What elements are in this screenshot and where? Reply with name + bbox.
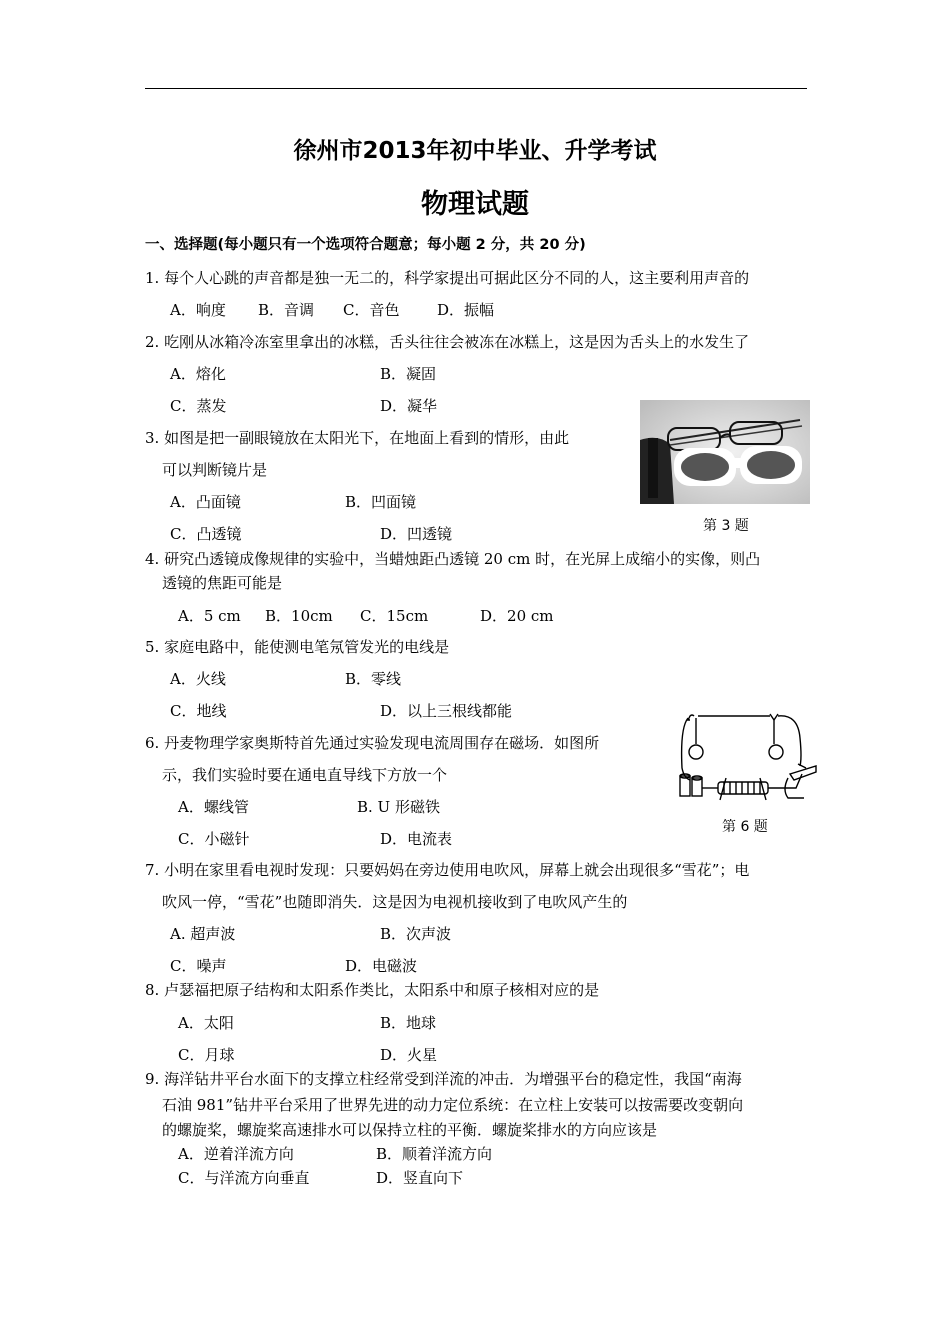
glasses-photo [640,400,810,504]
q2-stem: 2. 吃刚从冰箱冷冻室里拿出的冰糕，舌头往往会被冻在冰糕上，这是因为舌头上的水发生了 [145,333,750,351]
q1-option-c: C．音色 [343,301,400,319]
q6-option-b: B. U 形磁铁 [357,798,440,816]
fig6-caption: 第 6 题 [722,819,768,835]
q7-option-c: C．噪声 [170,957,227,975]
q3-option-a: A．凸面镜 [170,493,241,511]
q5-option-b: B．零线 [345,670,402,688]
q8-option-b: B．地球 [380,1014,437,1032]
q1-option-a: A．响度 [170,301,226,319]
q4-option-a: A．5 cm [178,607,241,625]
circuit-diagram [670,708,820,808]
q3-option-b: B．凹面镜 [345,493,417,511]
q5-option-a: A．火线 [170,670,226,688]
q3-option-c: C．凸透镜 [170,525,242,543]
q1-option-d: D．振幅 [437,301,495,319]
q2-option-d: D．凝华 [380,397,438,415]
exam-subject: 物理试题 [421,189,529,220]
q2-option-b: B．凝固 [380,365,437,383]
q8-option-d: D．火星 [380,1046,438,1064]
q9-option-d: D．竖直向下 [376,1169,464,1187]
q8-option-c: C．月球 [178,1046,235,1064]
q5-option-d: D．以上三根线都能 [380,702,513,720]
q7-stem-line2: 吹风一停，“雪花”也随即消失．这是因为电视机接收到了电吹风产生的 [162,893,628,911]
q4-stem-line2: 透镜的焦距可能是 [162,574,283,592]
section-heading: 一、选择题(每小题只有一个选项符合题意；每小题 2 分，共 20 分) [145,237,586,253]
q7-option-b: B．次声波 [380,925,452,943]
q4-option-c: C．15cm [360,607,429,625]
q5-stem: 5. 家庭电路中，能使测电笔氖管发光的电线是 [145,638,450,656]
fig3-caption: 第 3 题 [703,518,749,534]
q9-option-a: A．逆着洋流方向 [178,1145,294,1163]
exam-title: 徐州市2013年初中毕业、升学考试 [293,138,657,164]
q4-option-d: D．20 cm [480,607,554,625]
q7-stem-line1: 7. 小明在家里看电视时发现：只要妈妈在旁边使用电吹风，屏幕上就会出现很多“雪花”；电 [145,861,750,879]
q8-stem: 8. 卢瑟福把原子结构和太阳系作类比，太阳系中和原子核相对应的是 [145,981,600,999]
q9-option-b: B．顺着洋流方向 [376,1145,493,1163]
q6-stem-line2: 示，我们实验时要在通电直导线下方放一个 [162,766,448,784]
q9-stem-line3: 的螺旋桨，螺旋桨高速排水可以保持立柱的平衡．螺旋桨排水的方向应该是 [162,1121,658,1139]
q2-option-c: C．蒸发 [170,397,227,415]
q7-option-d: D．电磁波 [345,957,418,975]
q3-option-d: D．凹透镜 [380,525,453,543]
q8-option-a: A．太阳 [178,1014,234,1032]
q1-stem: 1. 每个人心跳的声音都是独一无二的，科学家提出可据此区分不同的人，这主要利用声音的 [145,269,750,287]
q7-option-a: A. 超声波 [170,925,236,943]
q9-stem-line1: 9. 海洋钻井平台水面下的支撑立柱经常受到洋流的冲击．为增强平台的稳定性，我国“南海 [145,1070,742,1088]
q9-stem-line2: 石油 981”钻井平台采用了世界先进的动力定位系统：在立柱上安装可以按需要改变朝向 [162,1096,744,1114]
q6-stem-line1: 6. 丹麦物理学家奥斯特首先通过实验发现电流周围存在磁场．如图所 [145,734,600,752]
q3-stem-line1: 3. 如图是把一副眼镜放在太阳光下，在地面上看到的情形，由此 [145,429,570,447]
q3-stem-line2: 可以判断镜片是 [162,461,268,479]
q6-option-a: A．螺线管 [178,798,249,816]
header-rule [145,88,807,89]
q4-option-b: B．10cm [265,607,333,625]
q4-stem-line1: 4. 研究凸透镜成像规律的实验中，当蜡烛距凸透镜 20 cm 时，在光屏上成缩小的实像，则凸 [145,550,761,568]
q2-option-a: A．熔化 [170,365,226,383]
q9-option-c: C．与洋流方向垂直 [178,1169,310,1187]
q5-option-c: C．地线 [170,702,227,720]
q1-option-b: B．音调 [258,301,315,319]
q6-option-c: C．小磁针 [178,830,250,848]
q6-option-d: D．电流表 [380,830,453,848]
